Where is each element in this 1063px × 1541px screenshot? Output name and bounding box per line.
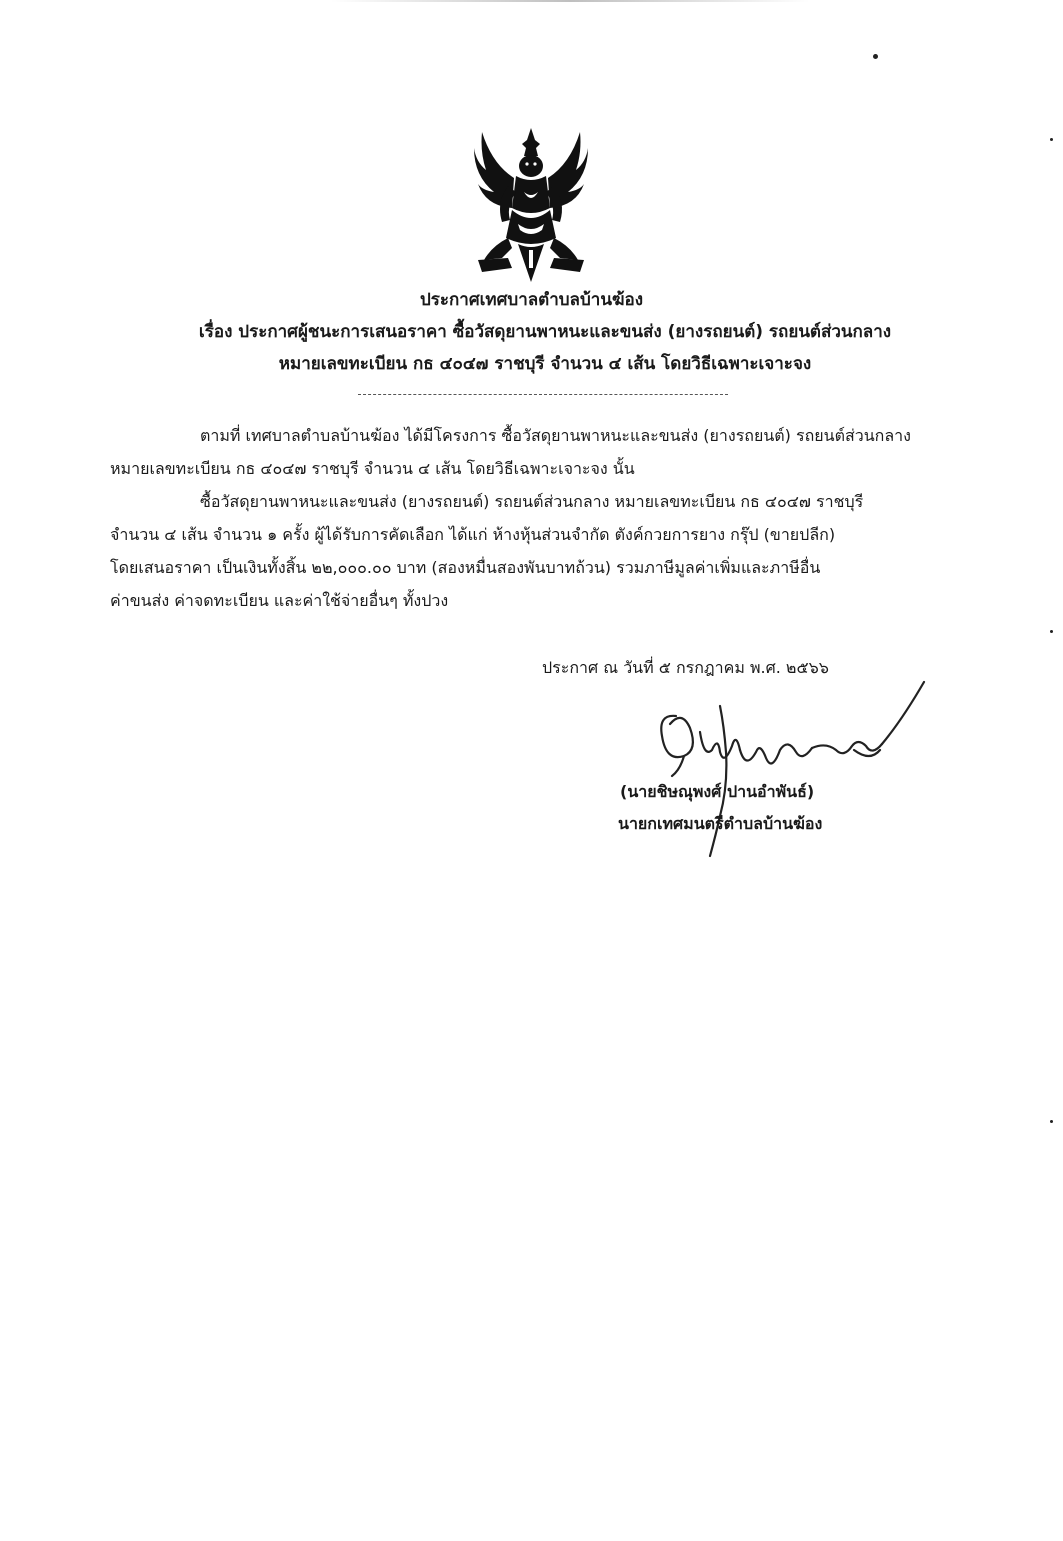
body-paragraph-line: จำนวน ๔ เส้น จำนวน ๑ ครั้ง ผู้ได้รับการคัดเลือก ได้แก่ ห้างหุ้นส่วนจำกัด ตังค์กวยการยาง กรุ๊ป (ขายปลีก) [110,525,836,544]
signer-title: นายกเทศมนตรีตำบลบ้านฆ้อง [618,814,823,833]
heading-divider [358,394,728,395]
body-paragraph-line: ค่าขนส่ง ค่าจดทะเบียน และค่าใช้จ่ายอื่นๆ ทั้งปวง [110,591,449,610]
body-paragraph-line: โดยเสนอราคา เป็นเงินทั้งสิ้น ๒๒,๐๐๐.๐๐ บาท (สองหมื่นสองพันบาทถ้วน) รวมภาษีมูลค่าเพิ่มและภาษีอื่น [110,558,821,577]
garuda-emblem-icon [472,126,590,286]
signer-name: (นายชิษณุพงศ์ ปานอำพันธ์) [620,782,815,801]
document-subject-heading: เรื่อง ประกาศผู้ชนะการเสนอราคา ซื้อวัสดุยานพาหนะและขนส่ง (ยางรถยนต์) รถยนต์ส่วนกลาง [198,322,892,342]
scan-edge-shadow [330,0,810,2]
body-paragraph-line: ตามที่ เทศบาลตำบลบ้านฆ้อง ได้มีโครงการ ซื้อวัสดุยานพาหนะและขนส่ง (ยางรถยนต์) รถยนต์ส่วนกลาง [200,426,911,445]
scan-speck [873,54,878,59]
announcement-date: ประกาศ ณ วันที่ ๕ กรกฎาคม พ.ศ. ๒๕๖๖ [542,658,829,677]
document-registration-heading: หมายเลขทะเบียน กธ ๔๐๔๗ ราชบุรี จำนวน ๔ เส้น โดยวิธีเฉพาะเจาะจง [278,354,812,374]
scan-speck [1050,1120,1053,1123]
scan-speck [1050,138,1053,141]
body-paragraph-line: หมายเลขทะเบียน กธ ๔๐๔๗ ราชบุรี จำนวน ๔ เส้น โดยวิธีเฉพาะเจาะจง นั้น [110,459,635,478]
document-org-heading: ประกาศเทศบาลตำบลบ้านฆ้อง [419,290,644,310]
body-paragraph-line: ซื้อวัสดุยานพาหนะและขนส่ง (ยางรถยนต์) รถยนต์ส่วนกลาง หมายเลขทะเบียน กธ ๔๐๔๗ ราชบุรี [200,492,864,511]
scan-speck [1050,630,1053,633]
handwritten-signature-icon [640,666,940,866]
